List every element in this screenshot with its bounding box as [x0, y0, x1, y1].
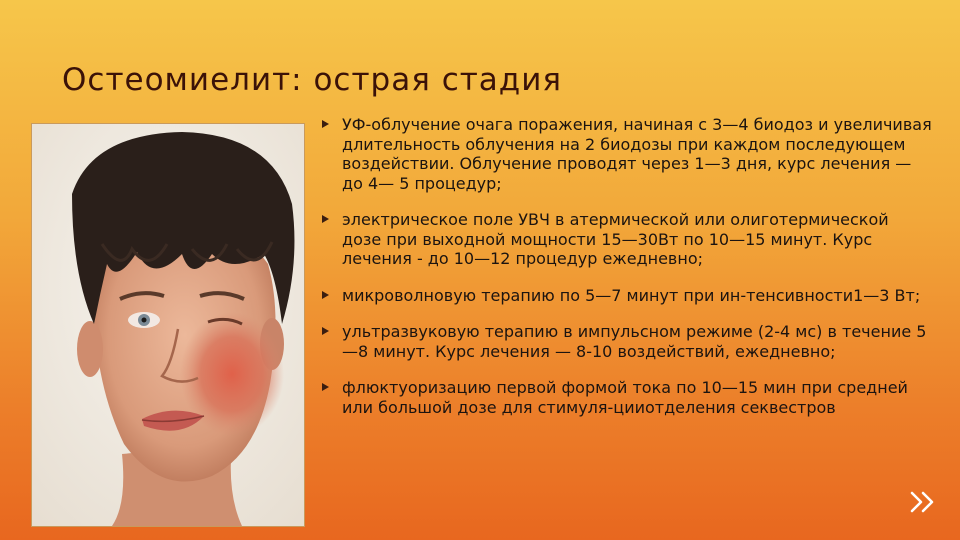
child-face-photo-icon — [32, 124, 304, 526]
list-item — [322, 322, 932, 361]
list-item — [322, 115, 932, 193]
list-item — [322, 286, 932, 306]
list-item-text: микроволновую терапию по 5—7 минут при ин-тенсивности1—3 Вт; — [342, 285, 921, 305]
triangle-bullet-icon — [322, 383, 329, 391]
double-chevron-right-icon — [910, 491, 938, 513]
slide-title: Остеомиелит: острая стадия — [62, 62, 563, 98]
list-item-text: УФ-облучение очага поражения, начиная с 3—4 биодоз и увеличивая длительность облучения на 2 биодозы при каждом последующем воздействии. Облучение проводят через 1—3 дня, курс лечения — до 4— 5 процедур; — [342, 115, 932, 193]
triangle-bullet-icon — [322, 291, 329, 299]
decorative-chevrons — [910, 491, 938, 518]
triangle-bullet-icon — [322, 215, 329, 223]
treatment-list — [322, 115, 932, 434]
triangle-bullet-icon — [322, 327, 329, 335]
list-item-text: ультразвуковую терапию в импульсном режиме (2-4 мс) в течение 5—8 минут. Курс лечения — 8-10 воздействий, ежедневно; — [342, 322, 927, 361]
list-item — [322, 210, 932, 269]
list-item-text: флюктуоризацию первой формой тока по 10—15 мин при средней или большой дозе для стимуля-цииотделения секвестров — [342, 378, 908, 417]
list-item-text: электрическое поле УВЧ в атермической или олиготермической дозе при выходной мощности 15—30Вт по 10—15 минут. Курс лечения - до 10—12 процедур ежедневно; — [342, 210, 889, 268]
triangle-bullet-icon — [322, 120, 329, 128]
list-item — [322, 378, 932, 417]
patient-photo — [31, 123, 305, 527]
